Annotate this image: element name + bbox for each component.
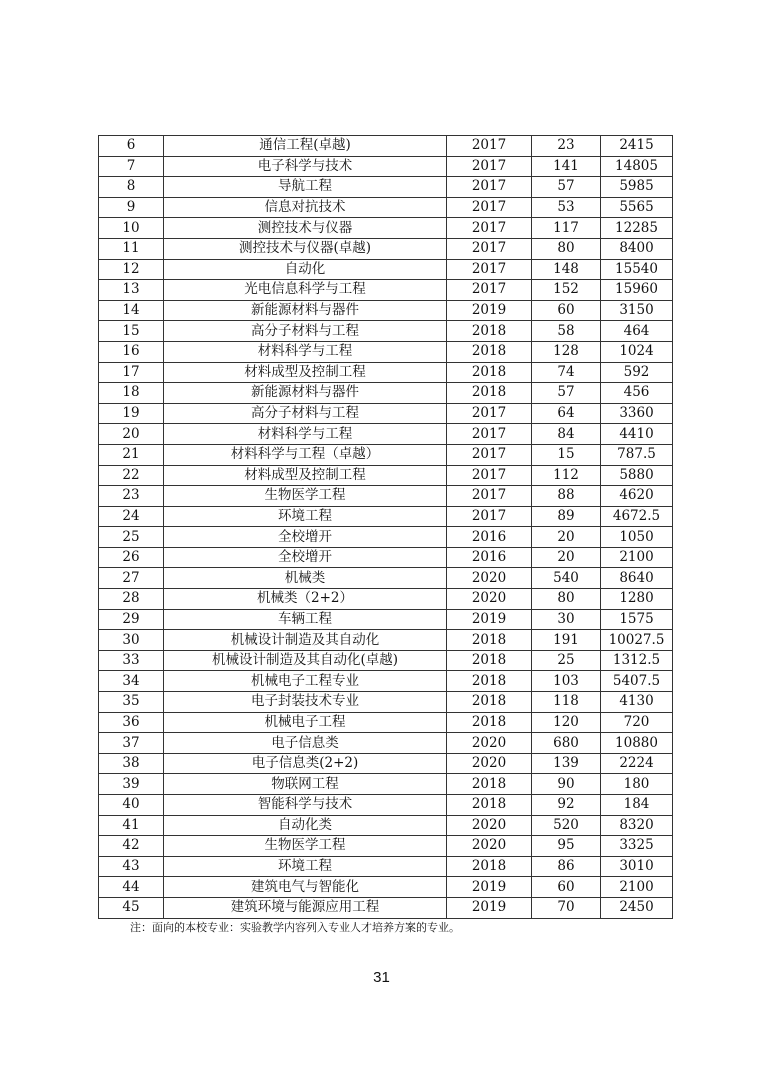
cell-index: 39 xyxy=(99,774,164,795)
cell-major: 电子封装技术专业 xyxy=(164,692,447,713)
cell-index: 12 xyxy=(99,259,164,280)
cell-major: 机械类（2+2） xyxy=(164,589,447,610)
cell-count: 118 xyxy=(532,692,601,713)
cell-index: 9 xyxy=(99,197,164,218)
cell-index: 28 xyxy=(99,589,164,610)
cell-major: 电子信息类(2+2) xyxy=(164,753,447,774)
cell-major: 材料成型及控制工程 xyxy=(164,362,447,383)
cell-index: 18 xyxy=(99,383,164,404)
table-row xyxy=(99,630,673,651)
cell-index: 45 xyxy=(99,897,164,918)
cell-year: 2017 xyxy=(447,197,532,218)
cell-amount: 5407.5 xyxy=(601,671,673,692)
cell-amount: 10880 xyxy=(601,733,673,754)
cell-count: 23 xyxy=(532,136,601,157)
cell-major: 机械电子工程专业 xyxy=(164,671,447,692)
cell-year: 2017 xyxy=(447,424,532,445)
cell-amount: 10027.5 xyxy=(601,630,673,651)
table-row xyxy=(99,856,673,877)
cell-amount: 1312.5 xyxy=(601,650,673,671)
table-row xyxy=(99,197,673,218)
cell-year: 2018 xyxy=(447,692,532,713)
cell-index: 20 xyxy=(99,424,164,445)
cell-amount: 184 xyxy=(601,795,673,816)
table-row xyxy=(99,589,673,610)
cell-major: 机械设计制造及其自动化(卓越) xyxy=(164,650,447,671)
cell-major: 新能源材料与器件 xyxy=(164,383,447,404)
cell-index: 43 xyxy=(99,856,164,877)
table-row xyxy=(99,527,673,548)
cell-count: 95 xyxy=(532,836,601,857)
cell-amount: 3150 xyxy=(601,300,673,321)
cell-major: 车辆工程 xyxy=(164,609,447,630)
cell-year: 2020 xyxy=(447,836,532,857)
cell-major: 材料成型及控制工程 xyxy=(164,465,447,486)
cell-amount: 2224 xyxy=(601,753,673,774)
cell-year: 2018 xyxy=(447,856,532,877)
cell-count: 92 xyxy=(532,795,601,816)
cell-count: 64 xyxy=(532,403,601,424)
cell-year: 2017 xyxy=(447,465,532,486)
page-number: 31 xyxy=(373,969,390,986)
table-row xyxy=(99,815,673,836)
cell-amount: 1024 xyxy=(601,341,673,362)
table-row xyxy=(99,671,673,692)
cell-index: 16 xyxy=(99,341,164,362)
cell-count: 88 xyxy=(532,486,601,507)
cell-count: 520 xyxy=(532,815,601,836)
table-row xyxy=(99,774,673,795)
cell-amount: 2100 xyxy=(601,547,673,568)
cell-year: 2017 xyxy=(447,136,532,157)
cell-count: 141 xyxy=(532,156,601,177)
table-row xyxy=(99,362,673,383)
cell-year: 2018 xyxy=(447,383,532,404)
table-row xyxy=(99,136,673,157)
cell-index: 19 xyxy=(99,403,164,424)
table-row xyxy=(99,506,673,527)
cell-major: 环境工程 xyxy=(164,506,447,527)
cell-count: 112 xyxy=(532,465,601,486)
cell-amount: 5565 xyxy=(601,197,673,218)
cell-year: 2018 xyxy=(447,712,532,733)
cell-count: 60 xyxy=(532,300,601,321)
table-row xyxy=(99,444,673,465)
cell-index: 33 xyxy=(99,650,164,671)
cell-index: 34 xyxy=(99,671,164,692)
cell-year: 2017 xyxy=(447,486,532,507)
table-row xyxy=(99,753,673,774)
cell-major: 环境工程 xyxy=(164,856,447,877)
cell-amount: 4672.5 xyxy=(601,506,673,527)
cell-amount: 720 xyxy=(601,712,673,733)
cell-count: 139 xyxy=(532,753,601,774)
cell-major: 建筑电气与智能化 xyxy=(164,877,447,898)
table-row xyxy=(99,341,673,362)
table-row xyxy=(99,177,673,198)
cell-major: 电子科学与技术 xyxy=(164,156,447,177)
cell-year: 2020 xyxy=(447,815,532,836)
cell-count: 152 xyxy=(532,280,601,301)
cell-year: 2018 xyxy=(447,362,532,383)
table-body xyxy=(99,136,673,919)
cell-year: 2017 xyxy=(447,218,532,239)
cell-count: 540 xyxy=(532,568,601,589)
cell-count: 191 xyxy=(532,630,601,651)
cell-index: 13 xyxy=(99,280,164,301)
cell-year: 2019 xyxy=(447,877,532,898)
cell-year: 2018 xyxy=(447,671,532,692)
cell-year: 2019 xyxy=(447,897,532,918)
cell-major: 全校增开 xyxy=(164,547,447,568)
cell-major: 导航工程 xyxy=(164,177,447,198)
cell-year: 2020 xyxy=(447,753,532,774)
table-row xyxy=(99,218,673,239)
cell-amount: 15540 xyxy=(601,259,673,280)
table-row xyxy=(99,897,673,918)
cell-major: 物联网工程 xyxy=(164,774,447,795)
cell-amount: 8320 xyxy=(601,815,673,836)
cell-year: 2018 xyxy=(447,321,532,342)
cell-index: 30 xyxy=(99,630,164,651)
cell-index: 25 xyxy=(99,527,164,548)
cell-count: 680 xyxy=(532,733,601,754)
cell-count: 57 xyxy=(532,383,601,404)
cell-major: 新能源材料与器件 xyxy=(164,300,447,321)
cell-major: 机械设计制造及其自动化 xyxy=(164,630,447,651)
cell-count: 30 xyxy=(532,609,601,630)
cell-amount: 12285 xyxy=(601,218,673,239)
table-row xyxy=(99,259,673,280)
cell-year: 2017 xyxy=(447,444,532,465)
table-row xyxy=(99,156,673,177)
cell-amount: 4130 xyxy=(601,692,673,713)
cell-year: 2017 xyxy=(447,403,532,424)
cell-year: 2017 xyxy=(447,259,532,280)
cell-amount: 1575 xyxy=(601,609,673,630)
cell-year: 2019 xyxy=(447,609,532,630)
cell-amount: 464 xyxy=(601,321,673,342)
cell-amount: 15960 xyxy=(601,280,673,301)
cell-index: 8 xyxy=(99,177,164,198)
cell-year: 2018 xyxy=(447,341,532,362)
table-row xyxy=(99,465,673,486)
table-row xyxy=(99,383,673,404)
cell-count: 57 xyxy=(532,177,601,198)
table-row xyxy=(99,692,673,713)
cell-year: 2017 xyxy=(447,238,532,259)
cell-index: 22 xyxy=(99,465,164,486)
cell-major: 智能科学与技术 xyxy=(164,795,447,816)
cell-year: 2017 xyxy=(447,177,532,198)
cell-index: 37 xyxy=(99,733,164,754)
cell-year: 2020 xyxy=(447,733,532,754)
cell-index: 21 xyxy=(99,444,164,465)
cell-index: 36 xyxy=(99,712,164,733)
cell-count: 80 xyxy=(532,238,601,259)
cell-year: 2018 xyxy=(447,795,532,816)
cell-major: 信息对抗技术 xyxy=(164,197,447,218)
cell-index: 41 xyxy=(99,815,164,836)
cell-major: 通信工程(卓越) xyxy=(164,136,447,157)
table-row xyxy=(99,403,673,424)
table-row xyxy=(99,280,673,301)
cell-amount: 8640 xyxy=(601,568,673,589)
cell-year: 2020 xyxy=(447,568,532,589)
cell-index: 26 xyxy=(99,547,164,568)
cell-major: 光电信息科学与工程 xyxy=(164,280,447,301)
cell-year: 2016 xyxy=(447,547,532,568)
cell-count: 90 xyxy=(532,774,601,795)
table-row xyxy=(99,795,673,816)
cell-amount: 1280 xyxy=(601,589,673,610)
cell-count: 20 xyxy=(532,547,601,568)
cell-amount: 5985 xyxy=(601,177,673,198)
cell-index: 35 xyxy=(99,692,164,713)
cell-index: 29 xyxy=(99,609,164,630)
cell-major: 生物医学工程 xyxy=(164,836,447,857)
cell-amount: 3360 xyxy=(601,403,673,424)
table-row xyxy=(99,238,673,259)
cell-major: 材料科学与工程 xyxy=(164,424,447,445)
cell-index: 11 xyxy=(99,238,164,259)
cell-count: 53 xyxy=(532,197,601,218)
table-row xyxy=(99,712,673,733)
cell-amount: 2100 xyxy=(601,877,673,898)
cell-amount: 4620 xyxy=(601,486,673,507)
cell-major: 测控技术与仪器 xyxy=(164,218,447,239)
cell-index: 14 xyxy=(99,300,164,321)
cell-count: 89 xyxy=(532,506,601,527)
cell-count: 148 xyxy=(532,259,601,280)
cell-index: 23 xyxy=(99,486,164,507)
table-row xyxy=(99,733,673,754)
cell-major: 高分子材料与工程 xyxy=(164,403,447,424)
cell-count: 103 xyxy=(532,671,601,692)
cell-amount: 787.5 xyxy=(601,444,673,465)
cell-major: 材料科学与工程 xyxy=(164,341,447,362)
cell-major: 高分子材料与工程 xyxy=(164,321,447,342)
cell-count: 25 xyxy=(532,650,601,671)
cell-year: 2017 xyxy=(447,280,532,301)
cell-year: 2017 xyxy=(447,506,532,527)
table-row xyxy=(99,568,673,589)
cell-index: 38 xyxy=(99,753,164,774)
cell-index: 42 xyxy=(99,836,164,857)
table-row xyxy=(99,877,673,898)
table-row xyxy=(99,321,673,342)
cell-amount: 592 xyxy=(601,362,673,383)
table-row xyxy=(99,547,673,568)
footnote: 注：面向的本校专业：实验教学内容列入专业人才培养方案的专业。 xyxy=(130,921,460,934)
cell-count: 86 xyxy=(532,856,601,877)
cell-count: 120 xyxy=(532,712,601,733)
cell-year: 2018 xyxy=(447,774,532,795)
table-row xyxy=(99,424,673,445)
cell-index: 10 xyxy=(99,218,164,239)
cell-index: 44 xyxy=(99,877,164,898)
cell-count: 20 xyxy=(532,527,601,548)
cell-index: 24 xyxy=(99,506,164,527)
cell-amount: 2450 xyxy=(601,897,673,918)
cell-amount: 3325 xyxy=(601,836,673,857)
cell-amount: 2415 xyxy=(601,136,673,157)
cell-major: 自动化类 xyxy=(164,815,447,836)
table-row xyxy=(99,609,673,630)
cell-year: 2017 xyxy=(447,156,532,177)
cell-count: 128 xyxy=(532,341,601,362)
table-row xyxy=(99,650,673,671)
cell-major: 建筑环境与能源应用工程 xyxy=(164,897,447,918)
cell-count: 74 xyxy=(532,362,601,383)
data-table xyxy=(98,135,673,919)
cell-count: 70 xyxy=(532,897,601,918)
cell-amount: 180 xyxy=(601,774,673,795)
cell-major: 材料科学与工程（卓越） xyxy=(164,444,447,465)
cell-major: 全校增开 xyxy=(164,527,447,548)
cell-amount: 8400 xyxy=(601,238,673,259)
table-row xyxy=(99,486,673,507)
cell-index: 27 xyxy=(99,568,164,589)
cell-count: 60 xyxy=(532,877,601,898)
cell-year: 2018 xyxy=(447,650,532,671)
table-row xyxy=(99,836,673,857)
cell-major: 电子信息类 xyxy=(164,733,447,754)
cell-major: 自动化 xyxy=(164,259,447,280)
cell-count: 15 xyxy=(532,444,601,465)
cell-index: 15 xyxy=(99,321,164,342)
cell-amount: 456 xyxy=(601,383,673,404)
cell-year: 2016 xyxy=(447,527,532,548)
cell-amount: 3010 xyxy=(601,856,673,877)
cell-count: 117 xyxy=(532,218,601,239)
table-row xyxy=(99,300,673,321)
cell-index: 17 xyxy=(99,362,164,383)
cell-major: 测控技术与仪器(卓越) xyxy=(164,238,447,259)
cell-count: 58 xyxy=(532,321,601,342)
cell-year: 2018 xyxy=(447,630,532,651)
cell-index: 40 xyxy=(99,795,164,816)
cell-index: 6 xyxy=(99,136,164,157)
cell-count: 84 xyxy=(532,424,601,445)
cell-major: 机械类 xyxy=(164,568,447,589)
cell-amount: 14805 xyxy=(601,156,673,177)
cell-amount: 4410 xyxy=(601,424,673,445)
cell-amount: 1050 xyxy=(601,527,673,548)
cell-year: 2019 xyxy=(447,300,532,321)
cell-major: 机械电子工程 xyxy=(164,712,447,733)
cell-index: 7 xyxy=(99,156,164,177)
cell-count: 80 xyxy=(532,589,601,610)
cell-amount: 5880 xyxy=(601,465,673,486)
cell-major: 生物医学工程 xyxy=(164,486,447,507)
cell-year: 2020 xyxy=(447,589,532,610)
